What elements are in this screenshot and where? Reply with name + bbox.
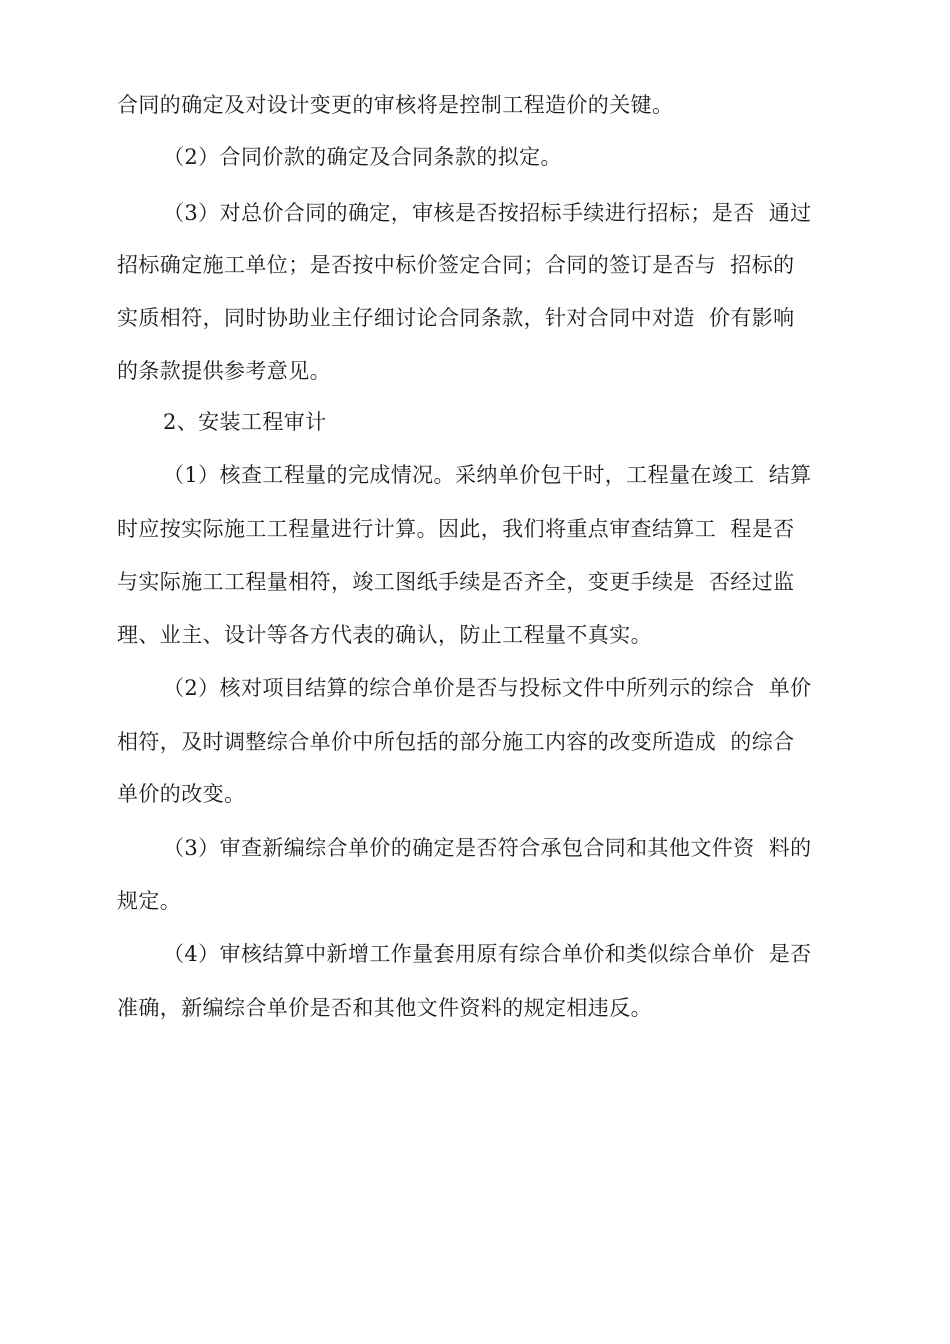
text-line: 单价的改变。 xyxy=(117,782,246,806)
text-line: （3）对总价合同的确定，审核是否按招标手续进行招标；是否 通过 xyxy=(163,201,812,225)
text-line: 实质相符，同时协助业主仔细讨论合同条款，针对合同中对造 价有影响 xyxy=(117,306,795,330)
text-line: 相符，及时调整综合单价中所包括的部分施工内容的改变所造成 的综合 xyxy=(117,730,795,754)
text-line: （2）合同价款的确定及合同条款的拟定。 xyxy=(163,145,562,169)
text-line: 理、业主、设计等各方代表的确认，防止工程量不真实。 xyxy=(117,623,652,647)
text-line: 合同的确定及对设计变更的审核将是控制工程造价的关键。 xyxy=(117,93,674,117)
text-line: 的条款提供参考意见。 xyxy=(117,359,331,383)
section-heading: 2、安装工程审计 xyxy=(163,410,327,434)
text-line: （4）审核结算中新增工作量套用原有综合单价和类似综合单价 是否 xyxy=(163,942,812,966)
text-line: （3）审查新编综合单价的确定是否符合承包合同和其他文件资 料的 xyxy=(163,836,812,860)
text-line: 时应按实际施工工程量进行计算。因此，我们将重点审查结算工 程是否 xyxy=(117,517,795,541)
text-line: （2）核对项目结算的综合单价是否与投标文件中所列示的综合 单价 xyxy=(163,676,812,700)
text-line: 与实际施工工程量相符，竣工图纸手续是否齐全，变更手续是 否经过监 xyxy=(117,570,795,594)
text-line: 准确，新编综合单价是否和其他文件资料的规定相违反。 xyxy=(117,996,652,1020)
text-line: （1）核查工程量的完成情况。采纳单价包干时，工程量在竣工 结算 xyxy=(163,463,812,487)
text-line: 招标确定施工单位；是否按中标价签定合同；合同的签订是否与 招标的 xyxy=(117,253,795,277)
text-line: 规定。 xyxy=(117,889,182,913)
